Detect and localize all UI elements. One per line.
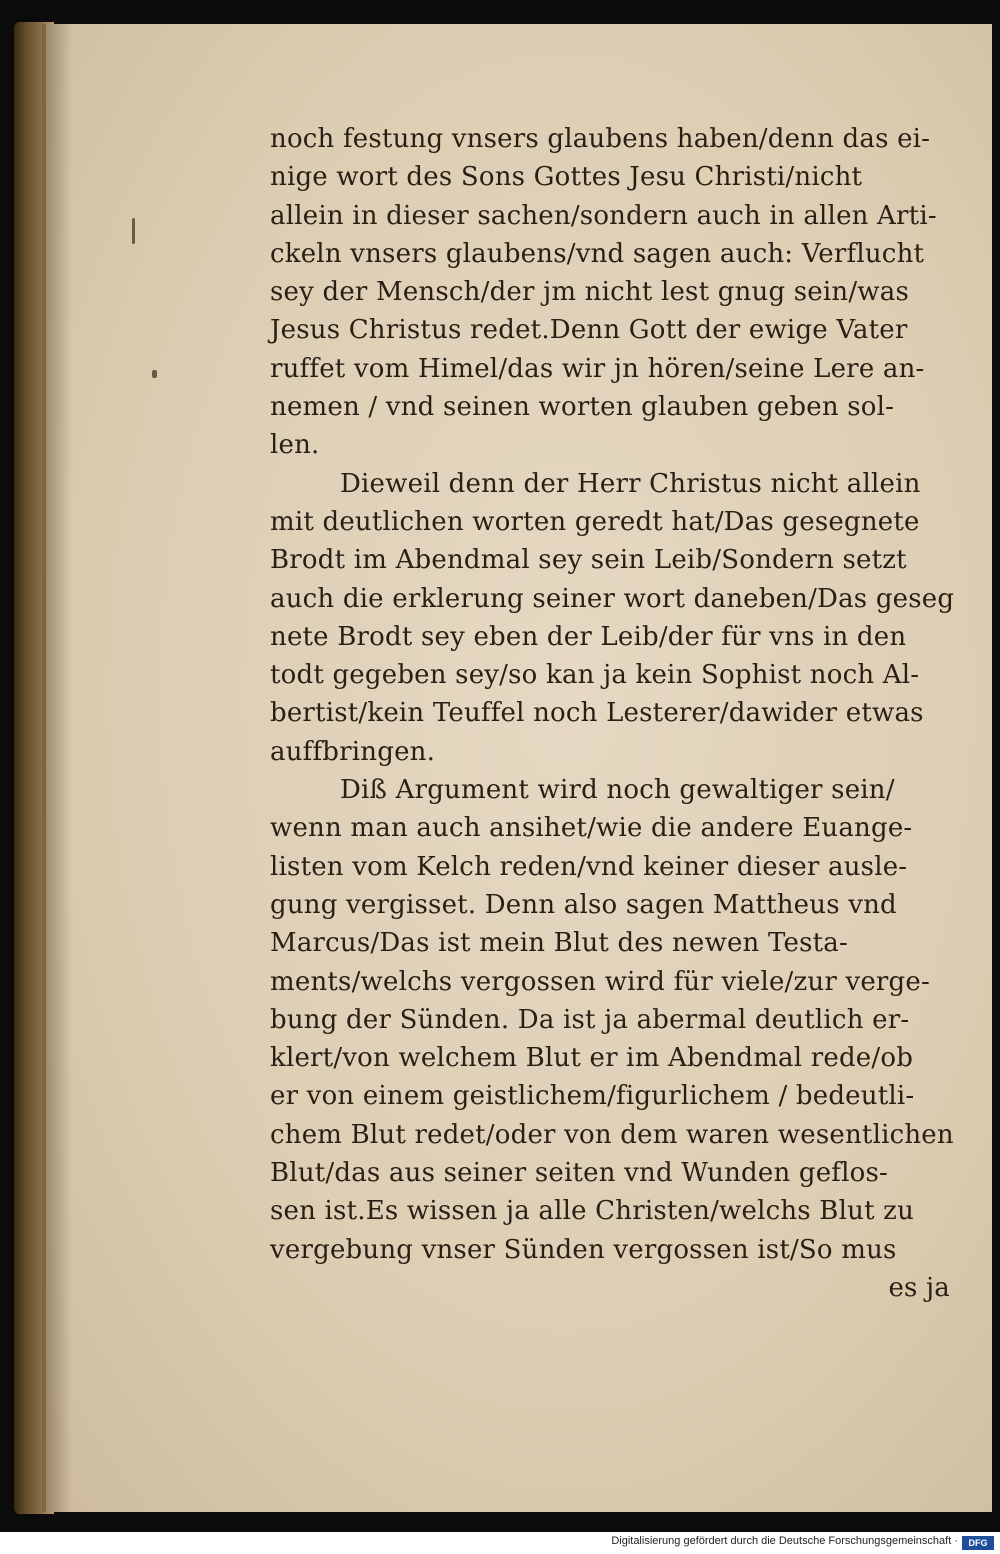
text-line: auffbringen.: [270, 736, 436, 767]
text-line: sen ist.Es wissen ja alle Christen/welchs Blut zu: [270, 1196, 915, 1227]
text-line: gung vergisset. Denn also sagen Mattheus vnd: [270, 889, 897, 920]
text-line: Brodt im Abendmal sey sein Leib/Sondern setzt: [270, 545, 907, 576]
spine-shadow: [46, 24, 72, 1512]
text-line: nige wort des Sons Gottes Jesu Christi/nicht: [270, 162, 863, 193]
text-line: bung der Sünden. Da ist ja abermal deutlich er-: [270, 1004, 910, 1035]
text-line: ruffet vom Himel/das wir jn hören/seine Lere an-: [270, 353, 925, 384]
text-line: nete Brodt sey eben der Leib/der für vns in den: [270, 621, 907, 652]
text-line: klert/von welchem Blut er im Abendmal rede/ob: [270, 1043, 914, 1074]
text-line: Marcus/Das ist mein Blut des newen Testa-: [270, 928, 848, 959]
text-line: ments/welchs vergossen wird für viele/zur verge-: [270, 966, 930, 997]
text-line: auch die erklerung seiner wort daneben/Das geseg: [270, 583, 955, 614]
paragraph-2: [270, 465, 960, 771]
page-text: [270, 120, 960, 1307]
footer-bar: [0, 1532, 1000, 1554]
text-line: bertist/kein Teuffel noch Lesterer/dawider etwas: [270, 698, 924, 729]
paragraph-3: [270, 771, 960, 1269]
margin-mark: [152, 370, 157, 378]
text-line: er von einem geistlichem/figurlichem / bedeutli-: [270, 1081, 915, 1112]
text-line: Jesus Christus redet.Denn Gott der ewige Vater: [270, 315, 908, 346]
text-line: len.: [270, 430, 320, 461]
text-line: wenn man auch ansihet/wie die andere Euange-: [270, 813, 913, 844]
text-line: sey der Mensch/der jm nicht lest gnug sein/was: [270, 277, 910, 308]
text-line: mit deutlichen worten geredt hat/Das gesegnete: [270, 506, 920, 537]
paragraph-1: [270, 120, 960, 465]
text-line: noch festung vnsers glaubens haben/denn das ei-: [270, 124, 931, 154]
funding-credit: Digitalisierung gefördert durch die Deutsche Forschungsgemeinschaft ·: [611, 1535, 958, 1547]
text-line: vergebung vnser Sünden vergossen ist/So mus: [270, 1234, 897, 1265]
text-line: Diß Argument wird noch gewaltiger sein/: [340, 775, 895, 806]
text-line: allein in dieser sachen/sondern auch in allen Arti-: [270, 200, 937, 231]
text-line: nemen / vnd seinen worten glauben geben sol-: [270, 392, 895, 423]
catchword: es ja: [888, 1272, 950, 1303]
text-line: ckeln vnsers glaubens/vnd sagen auch: Verflucht: [270, 238, 925, 269]
margin-mark: [132, 218, 135, 244]
dfg-logo-icon: DFG: [962, 1536, 994, 1550]
text-line: listen vom Kelch reden/vnd keiner dieser ausle-: [270, 851, 908, 882]
text-line: Blut/das aus seiner seiten vnd Wunden geflos-: [270, 1158, 889, 1189]
text-line: chem Blut redet/oder von dem waren wesentlichen: [270, 1119, 954, 1150]
text-line: todt gegeben sey/so kan ja kein Sophist noch Al-: [270, 660, 920, 691]
text-line: Dieweil denn der Herr Christus nicht allein: [340, 468, 921, 499]
